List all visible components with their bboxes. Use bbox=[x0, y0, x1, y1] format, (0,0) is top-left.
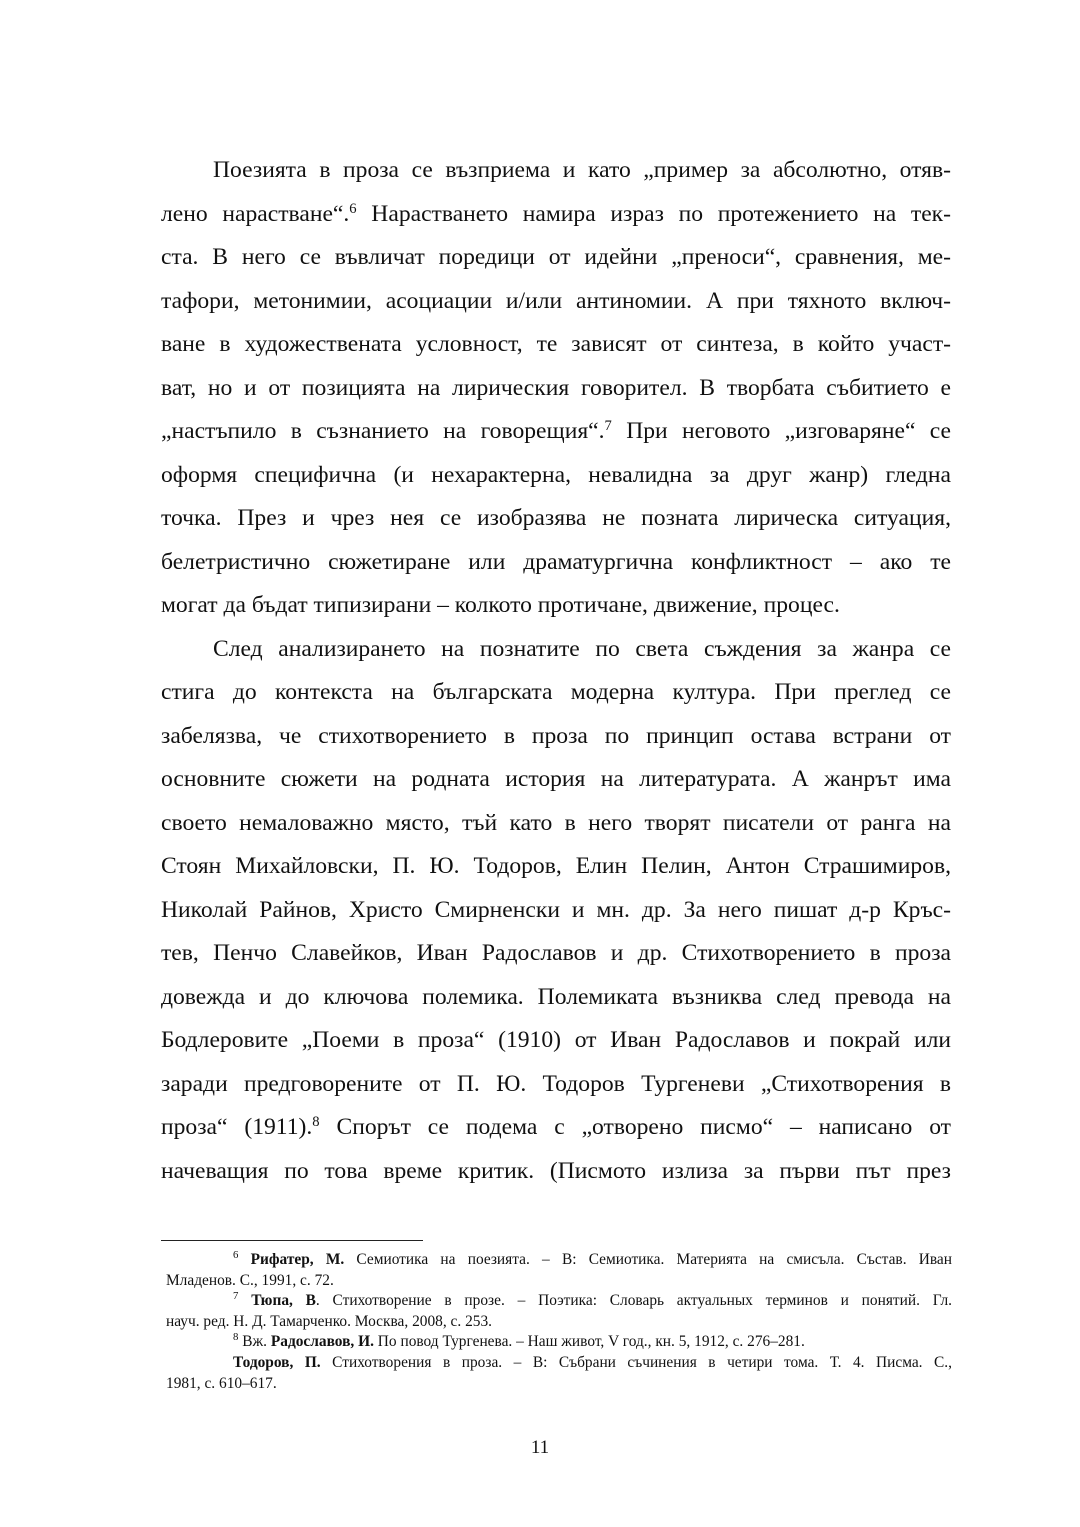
footnote-ref: 7 bbox=[604, 417, 612, 434]
text-line: довежда и до ключова полемика. Полемиката възниква след превода на bbox=[161, 983, 951, 1010]
footnote-separator bbox=[161, 1240, 423, 1241]
footnote-number: 7 bbox=[233, 1290, 239, 1303]
footnote bbox=[166, 1291, 952, 1332]
text-line: заради предговорените от П. Ю. Тодоров Тургеневи „Стихотворения в bbox=[161, 1070, 951, 1097]
text-fragment: Спорът се подема с „отворено писмо“ – написано от bbox=[319, 1114, 951, 1140]
text-line: забелязва, че стихотворението в проза по принцип остава встрани от bbox=[161, 722, 951, 749]
footnote-line bbox=[166, 1291, 952, 1312]
footnote-text: По повод Тургенева. – Наш живот, V год., кн. 5, 1912, с. 276–281. bbox=[373, 1333, 805, 1351]
footnote-ref: 8 bbox=[312, 1113, 320, 1130]
footnote-author: Рифатер, М. bbox=[250, 1251, 345, 1268]
text-line: своето немаловажно място, тъй като в него творят писатели от ранга на bbox=[161, 809, 951, 836]
page-number: 11 bbox=[530, 1437, 550, 1458]
text-line: белетристично сюжетиране или драматургична конфликтност – ако те bbox=[161, 548, 951, 575]
text-line: могат да бъдат типизирани – колкото протичане, движение, процес. bbox=[161, 592, 840, 618]
text-line: оформя специфична (и нехарактерна, невалидна за друг жанр) гледна bbox=[161, 461, 951, 488]
text-fragment: „настъпило в съзнанието на говорещия“. bbox=[161, 418, 605, 444]
text-fragment: проза“ (1911). bbox=[161, 1114, 313, 1140]
footnotes bbox=[166, 1250, 952, 1394]
text-line: Стоян Михайловски, П. Ю. Тодоров, Елин Пелин, Антон Страшимиров, bbox=[161, 853, 951, 879]
footnote-prefix: Вж. bbox=[242, 1333, 271, 1351]
footnote-author: Тодоров, П. bbox=[233, 1353, 321, 1371]
text-line: Бодлеровите „Поеми в проза“ (1910) от Иван Радославов и покрай или bbox=[161, 1027, 951, 1053]
text-line bbox=[161, 410, 951, 454]
text-line: начеващия по това време критик. (Писмото излиза за първи път през bbox=[161, 1157, 951, 1184]
footnote-text: науч. ред. Н. Д. Тамарченко. Москва, 2008, с. 253. bbox=[166, 1312, 493, 1330]
text-line bbox=[161, 1106, 951, 1150]
text-fragment: При неговото „изговаряне“ се bbox=[611, 418, 951, 444]
text-line: точка. През и чрез нея се изобразява не позната лирическа ситуация, bbox=[161, 505, 951, 531]
text-fragment: Нарастването намира израз по протежението на тек- bbox=[356, 200, 951, 227]
text-line: основните сюжети на родната история на литературата. А жанрът има bbox=[161, 766, 951, 792]
text-line: тев, Пенчо Славейков, Иван Радославов и др. Стихотворението в проза bbox=[161, 940, 951, 966]
footnote bbox=[166, 1332, 952, 1353]
footnote-text: Стихотворения в проза. – В: Събрани съчинения в четири тома. Т. 4. Писма. С., bbox=[320, 1353, 952, 1371]
footnote-text: . Стихотворение в прозе. – Поэтика: Словарь актуальных терминов и понятий. Гл. bbox=[315, 1292, 952, 1310]
text-line: ста. В него се въвличат поредици от идейни „преноси“, сравнения, ме- bbox=[161, 244, 951, 270]
text-line: ване в художествената условност, те зависят от синтеза, в който участ- bbox=[161, 331, 951, 357]
text-line: Николай Райнов, Христо Смирненски и мн. др. За него пишат д-р Кръс- bbox=[161, 896, 951, 923]
footnote-line bbox=[166, 1332, 952, 1353]
footnote-number: 6 bbox=[233, 1249, 239, 1262]
footnote bbox=[166, 1353, 952, 1394]
footnote-line bbox=[166, 1353, 952, 1374]
footnote-author: Тюпа, В bbox=[251, 1292, 316, 1310]
text-line: тафори, метонимии, асоциации и/или антиномии. А при тяхното включ- bbox=[161, 287, 951, 314]
footnote-text: Семиотика на поезията. – В: Семиотика. Материята на смисъла. Състав. Иван bbox=[344, 1251, 952, 1268]
footnote-author: Радославов, И. bbox=[270, 1333, 374, 1351]
text-fragment: лено нарастване“. bbox=[161, 200, 350, 227]
body-text bbox=[161, 149, 951, 1193]
footnote-text: Младенов. С., 1991, с. 72. bbox=[166, 1271, 334, 1289]
footnote-ref: 6 bbox=[349, 200, 357, 217]
footnote-number: 8 bbox=[233, 1331, 239, 1344]
footnote-text: 1981, с. 610–617. bbox=[166, 1374, 277, 1392]
footnote-line bbox=[166, 1312, 952, 1333]
footnote bbox=[166, 1250, 952, 1291]
text-line: Поезията в проза се възприема и като „пример за абсолютно, отяв- bbox=[213, 157, 951, 183]
footnote-line bbox=[166, 1250, 952, 1271]
text-line: ват, но и от позицията на лирическия говорител. В творбата събитието е bbox=[161, 374, 951, 401]
text-line bbox=[161, 193, 951, 237]
footnote-line bbox=[166, 1374, 952, 1395]
footnote-line bbox=[166, 1271, 952, 1292]
text-line: След анализирането на познатите по света съждения за жанра се bbox=[213, 635, 951, 662]
text-line: стига до контекста на българската модерна култура. При преглед се bbox=[161, 679, 951, 705]
